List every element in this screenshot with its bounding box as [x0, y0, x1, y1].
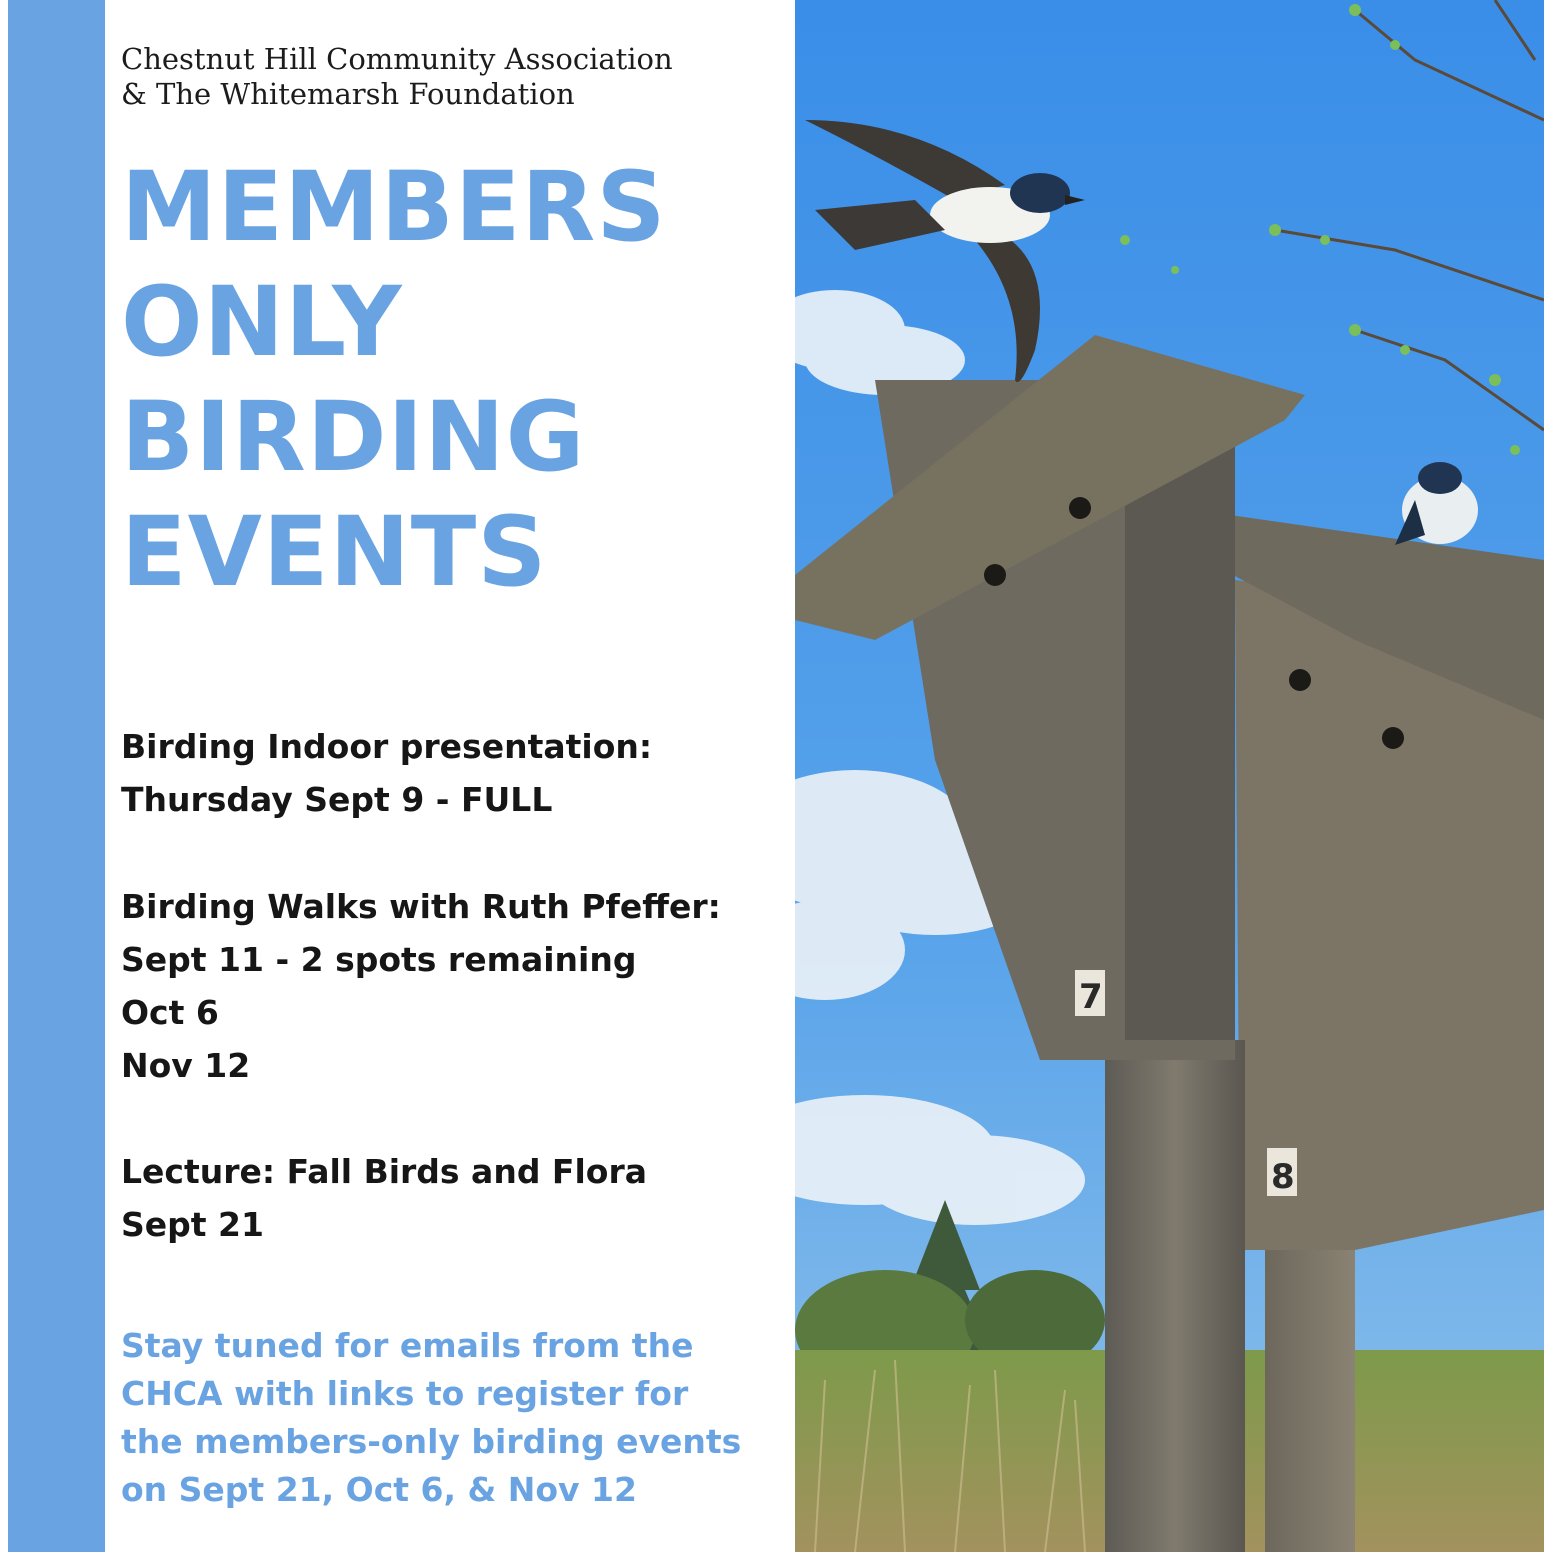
accent-bar [8, 0, 105, 1552]
headline-line: ONLY [121, 266, 403, 378]
event-line: Sept 21 [121, 1205, 264, 1244]
birdhouse-number-7: 7 [1079, 977, 1103, 1017]
headline-line: EVENTS [121, 496, 548, 608]
birdhouse-post [1105, 1040, 1245, 1552]
birdhouse-photo [795, 0, 1544, 1552]
event-indoor-presentation [121, 720, 781, 826]
event-line: Oct 6 [121, 993, 219, 1032]
event-birding-walks [121, 880, 781, 1092]
organization-line-2: & The Whitemarsh Foundation [121, 77, 575, 111]
event-lecture [121, 1145, 781, 1251]
event-line: Nov 12 [121, 1046, 251, 1085]
headline-line: MEMBERS [121, 151, 667, 263]
left-edge-strip [0, 0, 8, 1552]
registration-note [121, 1322, 781, 1514]
organization-line-1: Chestnut Hill Community Association [121, 42, 673, 76]
note-line: CHCA with links to register for [121, 1374, 689, 1413]
organization-names [121, 42, 781, 112]
event-line: Birding Indoor presentation: [121, 727, 653, 766]
note-line: Stay tuned for emails from the [121, 1326, 694, 1365]
event-line: Thursday Sept 9 - FULL [121, 780, 553, 819]
event-line: Sept 11 - 2 spots remaining [121, 940, 637, 979]
event-line: Birding Walks with Ruth Pfeffer: [121, 887, 721, 926]
note-line: the members-only birding events [121, 1422, 742, 1461]
headline-line: BIRDING [121, 381, 586, 493]
note-line: on Sept 21, Oct 6, & Nov 12 [121, 1470, 637, 1509]
birdhouse-number-8: 8 [1271, 1157, 1295, 1197]
event-line: Lecture: Fall Birds and Flora [121, 1152, 648, 1191]
headline [121, 150, 781, 610]
